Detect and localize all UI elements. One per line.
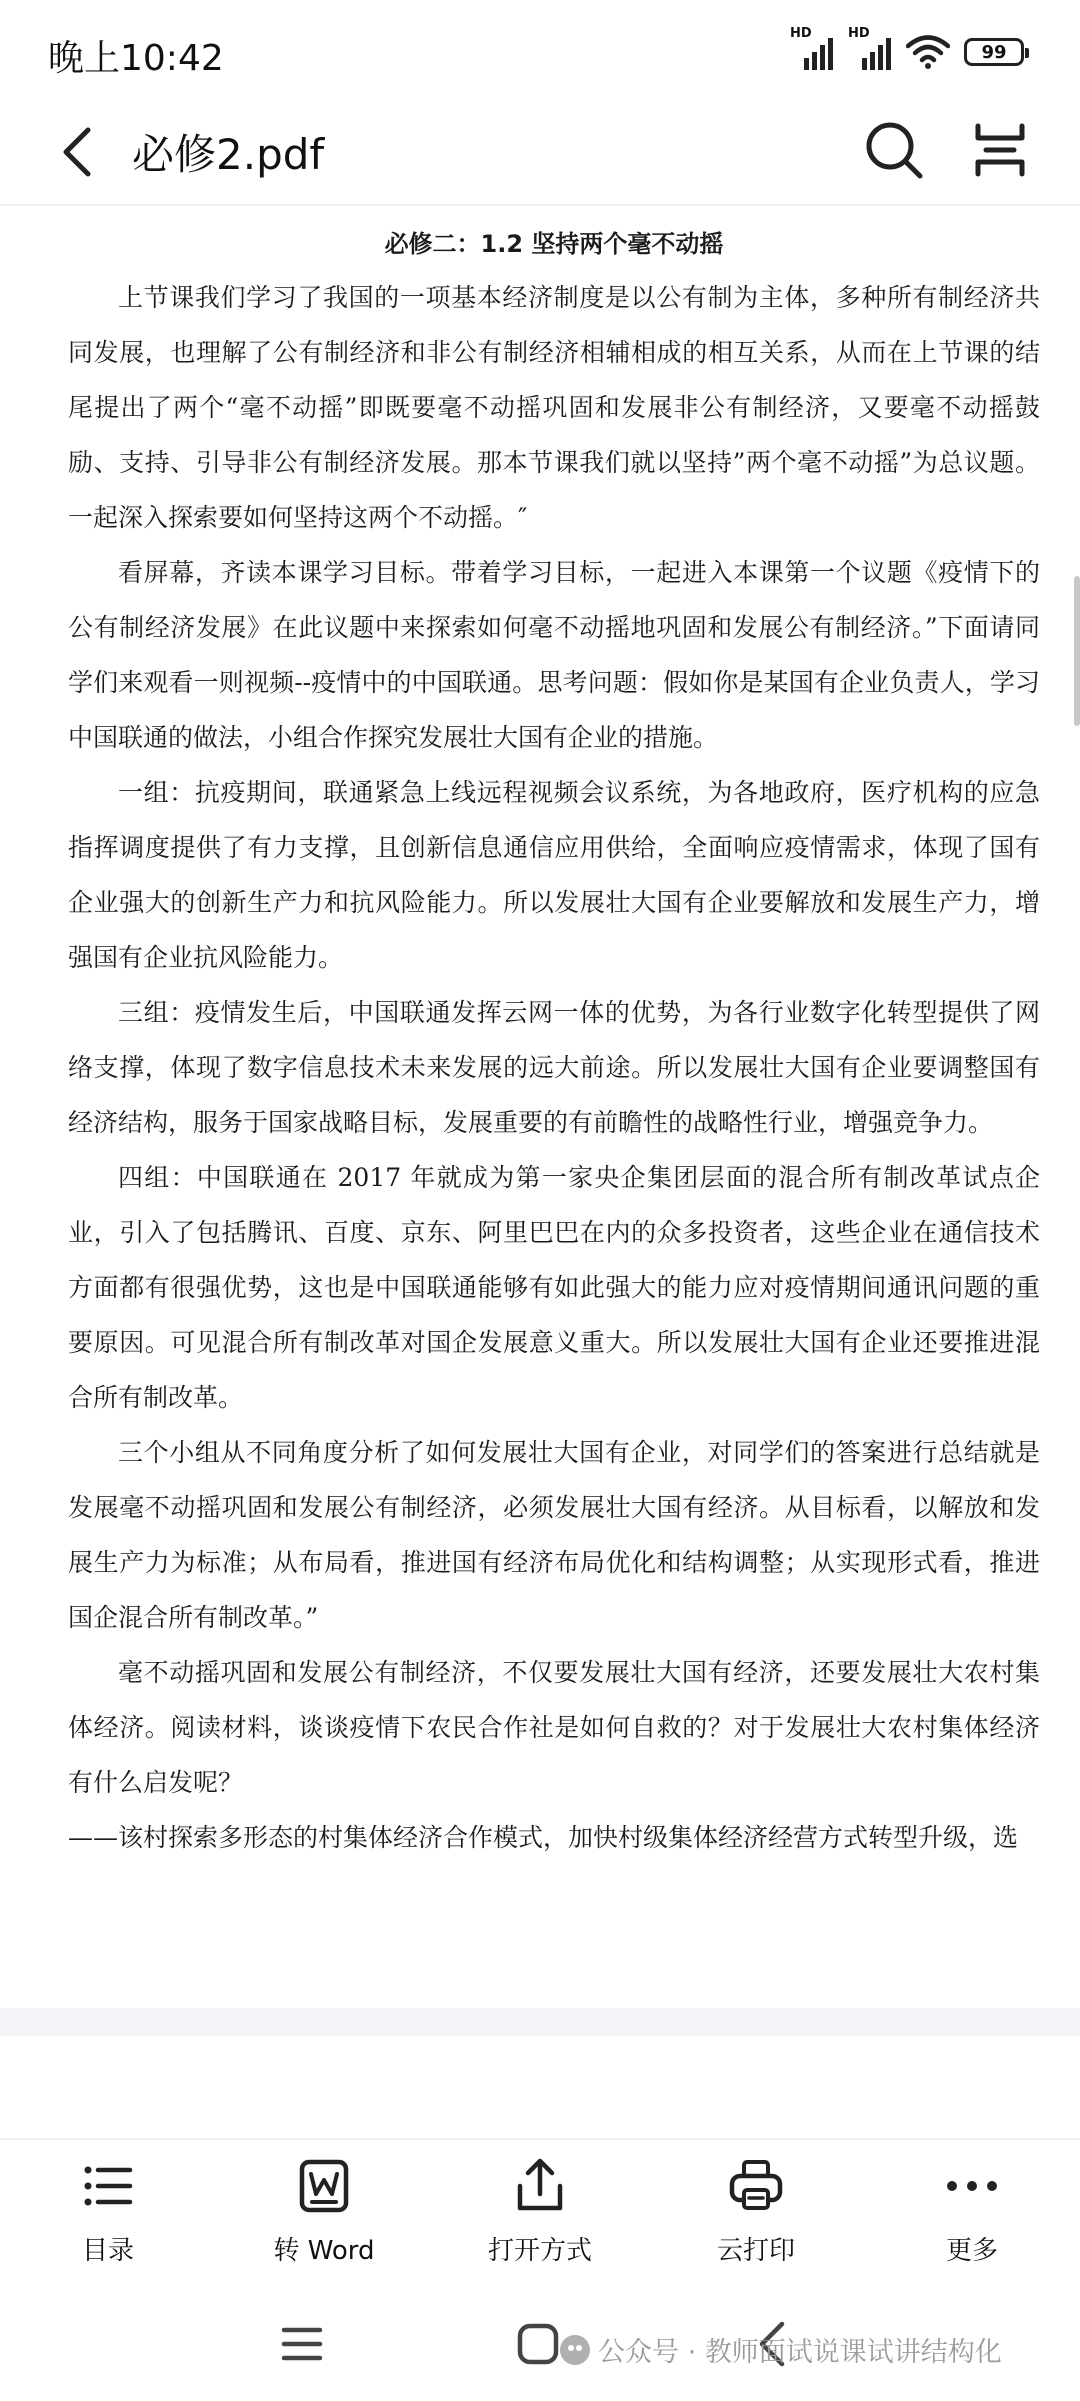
toolbar-contents-button[interactable]: [0, 2140, 216, 2288]
paragraph: 三组：疫情发生后，中国联通发挥云网一体的优势，为各行业数字化转型提供了网络支撑，体现了数字信息技术未来发展的远大前途。所以发展壮大国有企业要调整国有经济结构，服务于国家战略目标，发展重要的有前瞻性的战略性行业，增强竞争力。: [68, 998, 1040, 1137]
toolbar-cloud-print-label: 云打印: [716, 2236, 795, 2266]
battery-icon: [964, 38, 1024, 66]
paragraph: 上节课我们学习了我国的一项基本经济制度是以公有制为主体，多种所有制经济共同发展，也理解了公有制经济和非公有制经济相辅相成的相互关系，从而在上节课的结尾提出了两个“毫不动摇”即既要毫不动摇巩固和发展非公有制经济，又要毫不动摇鼓励、支持、引导非公有制经济发展。那本节课我们就以坚持”两个毫不动摇”为总议题。一起深入探索要如何坚持这两个不动摇。″: [68, 283, 1040, 532]
signal-hd-label: HD: [848, 26, 870, 41]
watermark: [560, 2330, 1002, 2369]
share-icon: [510, 2156, 570, 2216]
document-content: [68, 220, 1040, 1865]
wifi-icon: [906, 35, 950, 69]
wechat-logo-icon: [560, 2335, 590, 2365]
status-bar: [0, 0, 1080, 100]
battery-level: 99: [981, 41, 1007, 63]
toolbar-cloud-print-button[interactable]: [648, 2140, 864, 2288]
signal-icon: [790, 26, 834, 70]
toolbar-open-with-label: 打开方式: [487, 2236, 592, 2266]
more-icon: [942, 2156, 1002, 2216]
reading-mode-icon[interactable]: [970, 120, 1030, 180]
toolbar-open-with-button[interactable]: [432, 2140, 648, 2288]
search-icon[interactable]: [862, 118, 926, 182]
document-title: 必修2.pdf: [132, 130, 325, 179]
toolbar-more-button[interactable]: [864, 2140, 1080, 2288]
document-page: [0, 206, 1080, 2008]
paragraph: 看屏幕，齐读本课学习目标。带着学习目标，一起进入本课第一个议题《疫情下的公有制经济发展》在此议题中来探索如何毫不动摇地巩固和发展公有制经济。”下面请同学们来观看一则视频--疫情中的中国联通。思考问题：假如你是某国有企业负责人，学习中国联通的做法，小组合作探究发展壮大国有企业的措施。: [68, 558, 1040, 752]
scrollbar-thumb[interactable]: [1074, 576, 1080, 726]
status-icons: [790, 26, 1024, 74]
toolbar-more-label: 更多: [945, 2236, 998, 2266]
paragraph: 三个小组从不同角度分析了如何发展壮大国有企业，对同学们的答案进行总结就是发展毫不动摇巩固和发展公有制经济，必须发展壮大国有经济。从目标看，以解放和发展生产力为标准；从布局看，推进国有经济布局优化和结构调整；从实现形式看，推进国企混合所有制改革。”: [68, 1438, 1040, 1632]
app-header: [0, 100, 1080, 206]
word-icon: [294, 2156, 354, 2216]
signal-icon: [848, 26, 892, 70]
toolbar-to-word-button[interactable]: [216, 2140, 432, 2288]
toolbar-contents-label: 目录: [81, 2236, 134, 2266]
status-time: 晚上10:42: [48, 38, 224, 79]
document-viewer[interactable]: [0, 206, 1080, 2006]
document-heading: 必修二：1.2 坚持两个毫不动摇: [384, 230, 724, 258]
toolbar-to-word-label: 转 Word: [273, 2236, 375, 2266]
paragraph: 一组：抗疫期间，联通紧急上线远程视频会议系统，为各地政府，医疗机构的应急指挥调度提供了有力支撑，且创新信息通信应用供给，全面响应疫情需求，体现了国有企业强大的创新生产力和抗风险能力。所以发展壮大国有企业要解放和发展生产力，增强国有企业抗风险能力。: [68, 778, 1040, 972]
page-separator: [0, 2008, 1080, 2036]
home-icon[interactable]: [510, 2316, 566, 2372]
printer-icon: [726, 2156, 786, 2216]
bottom-toolbar: [0, 2138, 1080, 2288]
menu-icon[interactable]: [274, 2316, 330, 2372]
back-icon[interactable]: [56, 124, 104, 180]
paragraph: 四组：中国联通在 2017 年就成为第一家央企集团层面的混合所有制改革试点企业，引入了包括腾讯、百度、京东、阿里巴巴在内的众多投资者，这些企业在通信技术方面都有很强优势，这也是中国联通能够有如此强大的能力应对疫情期间通讯问题的重要原因。可见混合所有制改革对国企发展意义重大。所以发展壮大国有企业还要推进混合所有制改革。: [68, 1163, 1040, 1412]
paragraph-last-line: ——该村探索多形态的村集体经济合作模式，加快村级集体经济经营方式转型升级，选: [68, 1823, 1019, 1852]
watermark-text: 公众号 · 教师面试说课试讲结构化: [598, 2337, 1002, 2368]
signal-hd-label: HD: [790, 26, 812, 41]
paragraph: 毫不动摇巩固和发展公有制经济，不仅要发展壮大国有经济，还要发展壮大农村集体经济。阅读材料，谈谈疫情下农民合作社是如何自救的？对于发展壮大农村集体经济有什么启发呢？: [68, 1658, 1040, 1797]
list-icon: [78, 2156, 138, 2216]
